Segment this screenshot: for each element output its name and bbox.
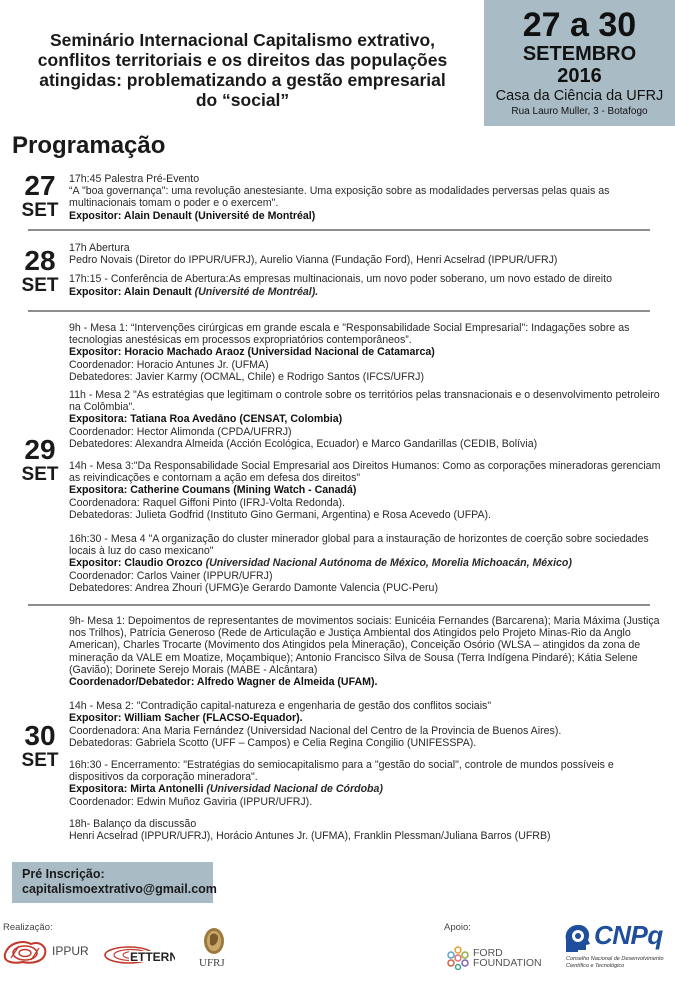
realizacao-label: Realização: xyxy=(3,922,53,933)
session-balanco xyxy=(69,818,669,842)
session-encerramento xyxy=(69,759,669,808)
session-participants: Henri Acselrad (IPPUR/UFRJ), Horácio Antunes Jr. (UFMA), Franklin Plessman/Juliana Barros (UFRB) xyxy=(69,830,551,843)
session-coordenador: Coordenador: Carlos Vainer (IPPUR/UFRJ) xyxy=(69,569,273,582)
day-month: SET xyxy=(21,200,59,221)
session-title: 16h:30 - Encerramento: "Estratégias do semiocapitalismo para a "gestão do social", controle de mundos possíveis e dispositivos da corporação mineradora". xyxy=(69,759,614,784)
day-30-label xyxy=(18,722,62,772)
session-debatedores: Debatedores: Andrea Zhouri (UFMG)e Gerardo Damonte Valencia (PUC-Peru) xyxy=(69,581,438,594)
session-expositor xyxy=(69,783,669,795)
day-27-schedule xyxy=(69,173,669,222)
ford-line-1: FORD xyxy=(473,947,503,959)
day-divider xyxy=(28,229,650,231)
expositor-name: Expositor: Claudio Orozco xyxy=(69,557,203,570)
ford-foundation-logo-icon xyxy=(446,946,470,970)
session-coordenador: Coordenador: Horacio Antunes Jr. (UFMA) xyxy=(69,358,269,371)
cnpq-logo-text: CNPq xyxy=(594,920,663,950)
session-expositor xyxy=(69,557,669,569)
day-divider xyxy=(28,310,650,312)
session-mesa-3 xyxy=(69,460,669,521)
session-title: 14h - Mesa 2: "Contradição capital-natureza e engenharia de gestão dos conflitos sociais" xyxy=(69,700,492,713)
ford-line-2: FOUNDATION xyxy=(473,957,542,969)
session-title: 17h:15 - Conferência de Abertura:As empresas multinacionais, um novo poder soberano, um novo estado de direito xyxy=(69,273,612,286)
session-title: 9h- Mesa 1: Depoimentos de representantes de movimentos sociais: Eunicéia Fernandes (Barcarena); Maria Máxima (Justiça nos Trilhos), Patrícia Generoso (Rede de Articulação e Justiça Ambiental dos Atingidos pelo Projeto Minas-Rio da Anglo American), Charles Trocarte (Movimento dos Atingidos pela Mineração), Conceição Osório (WLSA – atingidos da zona de mineração da VALE em Moatize, Moçambique); Antonio Francisco Silva de Sousa (Terra Indígena Pindaré); Kátia Selene (Gavião); Dorinete Serejo Morais (MABE - Alcântara) xyxy=(69,615,660,676)
session-coordenador: Coordenadora: Ana Maria Fernández (Universidad Nacional del Centro de la Provincia de Buenos Aires). xyxy=(69,724,562,737)
session-mesa-2 xyxy=(69,700,669,749)
cnpq-subtitle xyxy=(566,956,664,970)
session-debatedores: Debatedoras: Gabriela Scotto (UFF – Campos) e Celia Regina Congilio (UNIFESSPA). xyxy=(69,736,477,749)
venue-address: Rua Lauro Muller, 3 - Botafogo xyxy=(511,106,648,117)
session-coordenador: Coordenadora: Raquel Giffoni Pinto (IFRJ-Volta Redonda). xyxy=(69,496,345,509)
day-month: SET xyxy=(21,275,59,296)
expositor-affiliation: (Universidad Nacional de Córdoba) xyxy=(206,783,383,796)
day-number: 28 xyxy=(24,245,56,276)
session-time: 17h:45 Palestra Pré-Evento xyxy=(69,173,200,185)
expositor-name: Expositor: Alain Denault xyxy=(69,285,192,298)
session-mesa-2 xyxy=(69,389,669,450)
registration-label: Pré Inscrição: xyxy=(22,867,105,881)
expositor-affiliation: (Université de Montréal). xyxy=(194,285,319,298)
seminar-title xyxy=(10,30,475,110)
registration-email[interactable]: capitalismoextrativo@gmail.com xyxy=(22,882,217,896)
session-coordenador-debatedor: Coordenador/Debatedor: Alfredo Wagner de Almeida (UFAM). xyxy=(69,676,378,689)
session-expositor: Expositora: Tatiana Roa Avedāno (CENSAT, Colombia) xyxy=(69,413,343,426)
session-expositor: Expositor: Horacio Machado Araoz (Universidad Nacional de Catamarca) xyxy=(69,346,435,359)
ufrj-logo-icon xyxy=(198,926,230,970)
day-divider xyxy=(28,604,650,606)
session-title: 9h - Mesa 1: “Intervenções cirúrgicas em grande escala e "Responsabilidade Social Empresarial": Indagações sobre as tecnologias anestésicas em processos expropriatórios contemporâneos”. xyxy=(69,322,630,347)
session-debatedores: Debatedoras: Julieta Godfrid (Instituto Gino Germani, Argentina) e Rosa Acevedo (UFPA). xyxy=(69,508,491,521)
day-number: 27 xyxy=(24,170,56,201)
session-mesa-4 xyxy=(69,533,669,594)
session-expositor xyxy=(69,286,669,298)
ippur-logo-text: IPPUR xyxy=(52,944,89,958)
session-title: 14h - Mesa 3:"Da Responsabilidade Social Empresarial aos Direitos Humanos: Como as corporações mineradoras gerenciam as reivindicações e contornam a ação em defesa dos direitos" xyxy=(69,460,661,485)
cnpq-sub-line-2: Científico e Tecnológico xyxy=(566,963,625,969)
day-month: SET xyxy=(21,750,59,771)
day-27-label xyxy=(18,172,62,222)
session-title: 16h:30 - Mesa 4 "A organização do cluster minerador global para a instauração de horizontes de coerção sobre sociedades locais à luz do caso mexicano" xyxy=(69,533,649,558)
session-coordenador: Coordenador: Edwin Muñoz Gaviria (IPPUR/UFRJ). xyxy=(69,795,313,808)
programacao-heading: Programação xyxy=(12,132,166,159)
session-debatedores: Debatedores: Alexandra Almeida (Acción Ecológica, Ecuador) e Marco Gandarillas (CEDIB, Bolívia) xyxy=(69,437,538,450)
day-month: SET xyxy=(21,464,59,485)
registration-box xyxy=(12,862,217,903)
apoio-label: Apoio: xyxy=(444,922,471,933)
date-year: 2016 xyxy=(557,65,602,87)
venue: Casa da Ciência da UFRJ xyxy=(495,88,664,104)
day-29-schedule xyxy=(69,322,669,600)
session-title: 11h - Mesa 2 "As estratégias que legitimam o controle sobre os territórios pelas transnacionais e o desenvolvimento petroleiro na Colômbia". xyxy=(69,389,660,414)
title-line: conflitos territoriais e os direitos das populações xyxy=(37,50,448,70)
session-coordenador: Coordenador: Hector Alimonda (CPDA/UFRRJ) xyxy=(69,425,292,438)
title-line: Seminário Internacional Capitalismo extrativo, xyxy=(49,30,436,50)
session-title: “A "boa governança": uma revolução anestesiante. Uma exposição sobre as modalidades perversas pelas quais as multinacionais tomam o poder e o exercem". xyxy=(69,185,610,210)
ippur-logo-icon xyxy=(3,938,49,966)
session-mesa-1 xyxy=(69,615,669,688)
title-line: do “social” xyxy=(195,90,290,110)
day-28-label xyxy=(18,247,62,297)
session-debatedores: Debatedores: Javier Karmy (OCMAL, Chile) e Rodrigo Santos (IFCS/UFRJ) xyxy=(69,370,424,383)
day-30-schedule xyxy=(69,615,669,848)
day-number: 30 xyxy=(24,720,56,751)
day-29-label xyxy=(18,436,62,486)
title-line: atingidas: problematizando a gestão empresarial xyxy=(39,70,446,90)
ufrj-logo-text: UFRJ xyxy=(199,957,225,969)
session-title: 18h- Balanço da discussão xyxy=(69,817,197,830)
date-month: SETEMBRO xyxy=(522,43,637,65)
svg-text:ETTERN: ETTERN xyxy=(130,950,175,964)
session-expositor: Expositor: Alain Denault (Université de Montréal) xyxy=(69,209,316,222)
cnpq-logo-icon xyxy=(562,922,592,954)
session-expositor: Expositora: Catherine Coumans (Mining Watch - Canadá) xyxy=(69,484,357,497)
ettern-logo-icon xyxy=(103,944,175,966)
date-range: 27 a 30 xyxy=(522,6,637,44)
expositor-affiliation: (Universidad Nacional Autónoma de México, Morelia Michoacán, México) xyxy=(205,557,572,570)
ford-foundation-logo-text xyxy=(473,948,542,968)
expositor-name: Expositora: Mirta Antonelli xyxy=(69,783,204,796)
date-box xyxy=(484,0,675,126)
day-28-schedule xyxy=(69,242,669,298)
session-expositor: Expositor: William Sacher (FLACSO-Equador). xyxy=(69,712,303,725)
session-time: 17h Abertura xyxy=(69,242,130,254)
session-participants: Pedro Novais (Diretor do IPPUR/UFRJ), Aurelio Vianna (Fundação Ford), Henri Acselrad (IPPUR/UFRJ) xyxy=(69,254,558,267)
day-number: 29 xyxy=(24,434,56,465)
cnpq-sub-line-1: Conselho Nacional de Desenvolvimento xyxy=(566,956,664,962)
session-mesa-1 xyxy=(69,322,669,383)
